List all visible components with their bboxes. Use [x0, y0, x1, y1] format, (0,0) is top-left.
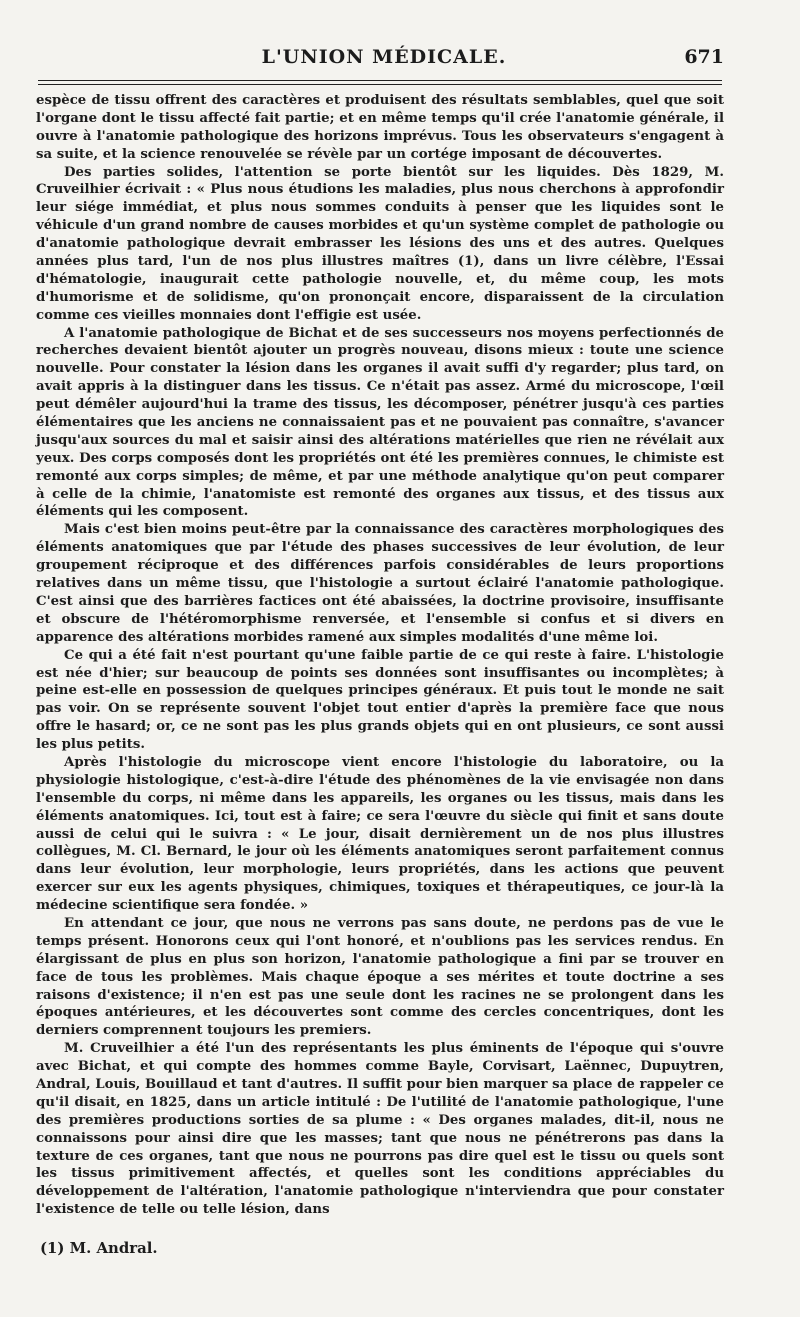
paragraph: A l'anatomie pathologique de Bichat et de ses successeurs nos moyens perfectionnés de recherches devaient bientôt ajouter un progrès nouveau, disons mieux : toute une science nouvelle. Pour constater la lésion dans les organes il avait suffi d'y regarder; plus tard, on avait appris à la distinguer dans les tissus. Ce n'était pas assez. Armé du microscope, l'œil peut démêler aujourd'hui la trame des tissus, les décomposer, pénétrer jusqu'à ces parties élémentaires que les anciens ne connaissaient pas et ne pouvaient pas connaître, s'avancer jusqu'aux sources du mal et saisir ainsi des altérations matérielles que rien ne révélait aux yeux. Des corps composés dont les propriétés ont été les premières connues, le chimiste est remonté aux corps simples; de même, et par une méthode analytique qu'on peut comparer à celle de la chimie, l'anatomiste est remonté des organes aux tissus, et des tissus aux éléments qui les composent.	[36, 325, 724, 520]
page-number: 671	[684, 46, 724, 68]
paragraph: Ce qui a été fait n'est pourtant qu'une faible partie de ce qui reste à faire. L'histologie est née d'hier; sur beaucoup de points ses données sont insuffisantes ou incomplètes; à peine est-elle en possession de quelques principes généraux. Et puis tout le monde ne sait pas voir. On se représente souvent l'objet tout entier d'après la première face que nous offre le hasard; or, ce ne sont pas les plus grands objets qui en ont plusieurs, ce sont aussi les plus petits.	[36, 647, 724, 753]
footnote: (1) M. Andral.	[40, 1239, 158, 1257]
header-rule-thin	[38, 84, 722, 85]
paragraph: En attendant ce jour, que nous ne verrons pas sans doute, ne perdons pas de vue le temps présent. Honorons ceux qui l'ont honoré, et n'oublions pas les services rendus. En élargissant de plus en plus son horizon, l'anatomie pathologique a fini par se trouver en face de tous les problèmes. Mais chaque époque a ses mérites et toute doctrine a ses raisons d'existence; il n'en est pas une seule dont les racines ne se prolongent dans les époques antérieures, et les découvertes sont comme des cercles concentriques, dont les derniers comprennent toujours les premiers.	[36, 915, 724, 1039]
paragraph: Des parties solides, l'attention se porte bientôt sur les liquides. Dès 1829, M. Cruveilhier écrivait : « Plus nous étudions les maladies, plus nous cherchons à approfondir leur siége immédiat, et plus nous sommes conduits à penser que les liquides sont le véhicule d'un grand nombre de causes morbides et qu'un système complet de pathologie ou d'anatomie pathologique devrait embrasser les lésions des uns et des autres. Quelques années plus tard, l'un de nos plus illustres maîtres (1), dans un livre célèbre, l'Essai d'hématologie, inaugurait cette pathologie nouvelle, et, du même coup, les mots d'humorisme et de solidisme, qu'on prononçait encore, disparaissent de la circulation comme ces vieilles monnaies dont l'effigie est usée.	[36, 164, 724, 323]
paragraph: Mais c'est bien moins peut-être par la connaissance des caractères morphologiques des éléments anatomiques que par l'étude des phases successives de leur évolution, de leur groupement réciproque et des différences parfois considérables de leurs proportions relatives dans un même tissu, que l'histologie a surtout éclairé l'anatomie pathologique. C'est ainsi que des barrières factices ont été abaissées, la doctrine provisoire, insuffisante et obscure de l'hétéromorphisme renversée, et l'ensemble si confus et si divers en apparence des altérations morbides ramené aux simples modalités d'une même loi.	[36, 522, 724, 645]
paragraph: M. Cruveilhier a été l'un des représentants les plus éminents de l'époque qui s'ouvre avec Bichat, et qui compte des hommes comme Bayle, Corvisart, Laënnec, Dupuytren, Andral, Louis, Bouillaud et tant d'autres. Il suffit pour bien marquer sa place de rappeler ce qu'il disait, en 1825, dans un article intitulé : De l'utilité de l'anatomie pathologique, l'une des premières productions sorties de sa plume : « Des organes malades, dit-il, nous ne connaissons pour ainsi dire que les masses; tant que nous ne pénétrerons pas dans la texture de ces organes, tant que nous ne pourrons pas dire quel est le tissu ou quels sont les tissus primitivement affectés, et quelles sont les conditions appréciables du développement de l'altération, l'anatomie pathologique n'interviendra que pour constater l'existence de telle ou telle lésion, dans	[36, 1041, 724, 1218]
running-header	[44, 46, 724, 74]
journal-title: L'UNION MÉDICALE.	[261, 46, 507, 68]
paragraph: Après l'histologie du microscope vient encore l'histologie du laboratoire, ou la physiologie histologique, c'est-à-dire l'étude des phénomènes de la vie envisagée non dans l'ensemble du corps, ni même dans les appareils, les organes ou les tissus, mais dans les éléments anatomiques. Ici, tout est à faire; ce sera l'œuvre du siècle qui finit et sans doute aussi de celui qui le suivra : « Le jour, disait dernièrement un de nos plus illustres collègues, M. Cl. Bernard, le jour où les éléments anatomiques seront parfaitement connus dans leur évolution, leur morphologie, leurs propriétés, dans les actions que peuvent exercer sur eux les agents physiques, chimiques, toxiques et thérapeutiques, ce jour-là la médecine scientifique sera fondée. »	[36, 754, 724, 914]
header-rule	[38, 80, 722, 81]
paragraph: espèce de tissu offrent des caractères et produisent des résultats semblables, quel que soit l'organe dont le tissu affecté fait partie; et en même temps qu'il crée l'anatomie générale, il ouvre à l'anatomie pathologique des horizons imprévus. Tous les observateurs s'engagent à sa suite, et la science renouvelée se révèle par un cortége imposant de découvertes.	[36, 93, 724, 162]
article-body	[36, 92, 724, 1219]
